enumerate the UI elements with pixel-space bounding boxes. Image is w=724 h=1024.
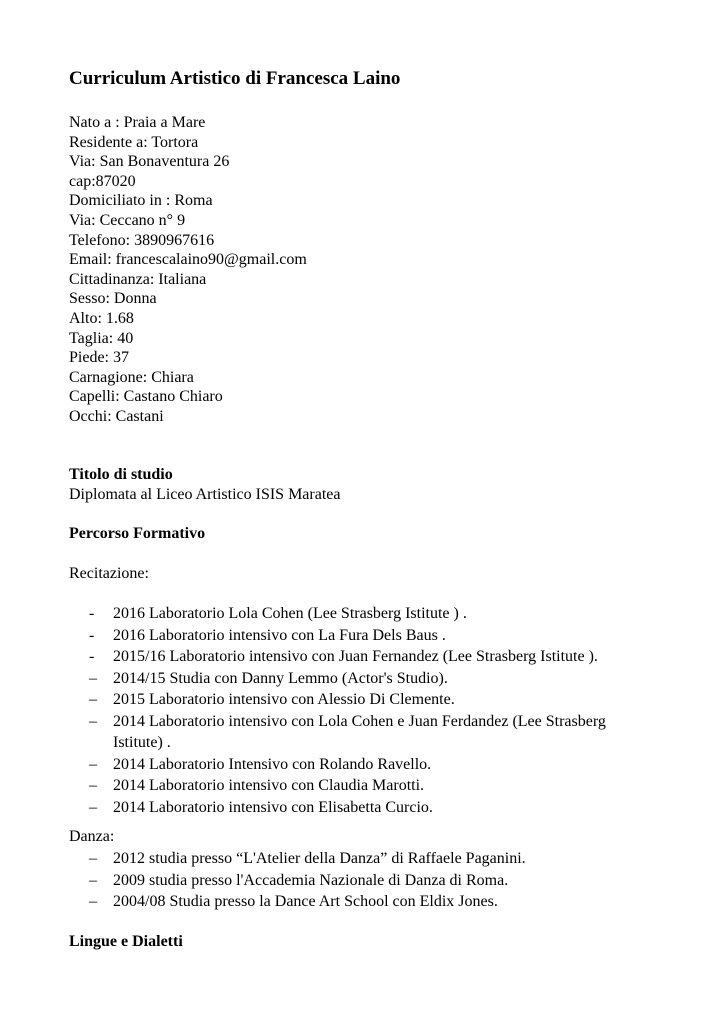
bullet-dash: – — [89, 669, 97, 687]
acting-label: Recitazione: — [69, 565, 149, 582]
bullet-dash: - — [89, 605, 95, 622]
info-phone: Telefono: 3890967616 — [69, 231, 215, 249]
list-item-text: 2014 Laboratorio intensivo con Claudia Marotti. — [113, 777, 425, 794]
info-postal-code: cap:87020 — [69, 172, 136, 190]
list-item-text: 2015/16 Laboratorio intensivo con Juan Fernandez (Lee Strasberg Istitute ). — [113, 648, 598, 665]
list-item — [89, 711, 649, 754]
dance-list — [89, 848, 649, 913]
bullet-dash: – — [89, 755, 97, 773]
list-item-text: 2016 Laboratorio Lola Cohen (Lee Strasberg Istitute ) . — [113, 605, 467, 622]
info-citizenship: Cittadinanza: Italiana — [69, 270, 207, 288]
info-height: Alto: 1.68 — [69, 309, 134, 327]
list-item-text: 2015 Laboratorio intensivo con Alessio Di Clemente. — [113, 691, 455, 708]
info-sex: Sesso: Donna — [69, 290, 157, 308]
bullet-dash: – — [89, 712, 97, 730]
list-item-text: 2009 studia presso l'Accademia Nazionale di Danza di Roma. — [113, 871, 509, 889]
list-item — [89, 625, 649, 647]
info-residence: Residente a: Tortora — [69, 133, 199, 151]
list-item-text: 2012 studia presso “L'Atelier della Danza” di Raffaele Paganini. — [113, 850, 526, 867]
studies-text: Diplomata al Liceo Artistico ISIS Maratea — [69, 486, 341, 503]
list-item — [89, 797, 649, 819]
list-item-text: 2014/15 Studia con Danny Lemmo (Actor's Studio). — [113, 669, 448, 687]
list-item — [89, 668, 649, 690]
info-birthplace: Nato a : Praia a Mare — [69, 114, 206, 131]
list-item — [89, 646, 649, 668]
info-email: Email: francescalaino90@gmail.com — [69, 251, 307, 269]
studies-heading: Titolo di studio — [69, 466, 173, 483]
info-shoe-size: Piede: 37 — [69, 349, 129, 367]
bullet-dash: – — [89, 871, 97, 889]
list-item-text: 2014 Laboratorio intensivo con Elisabetta Curcio. — [113, 798, 433, 816]
list-item-text: 2016 Laboratorio intensivo con La Fura Dels Baus . — [113, 626, 446, 644]
languages-heading: Lingue e Dialetti — [69, 933, 183, 950]
list-item — [89, 689, 649, 711]
info-domicile: Domiciliato in : Roma — [69, 192, 213, 210]
info-domicile-street: Via: Ceccano n° 9 — [69, 211, 186, 229]
bullet-dash: – — [89, 691, 97, 708]
bullet-dash: – — [89, 893, 97, 910]
bullet-dash: - — [89, 648, 95, 665]
bullet-dash: - — [89, 626, 95, 644]
info-hair: Capelli: Castano Chiaro — [69, 388, 223, 406]
list-item — [89, 603, 649, 625]
document-title: Curriculum Artistico di Francesca Laino — [69, 68, 401, 89]
dance-label: Danza: — [69, 828, 115, 845]
list-item — [89, 775, 649, 797]
list-item — [89, 754, 649, 776]
list-item-text: 2014 Laboratorio intensivo con Lola Cohen e Juan Ferdandez (Lee Strasberg Istitute) . — [113, 712, 606, 751]
info-size: Taglia: 40 — [69, 329, 134, 347]
bullet-dash: – — [89, 850, 97, 867]
info-eyes: Occhi: Castani — [69, 407, 164, 425]
info-residence-street: Via: San Bonaventura 26 — [69, 153, 230, 171]
acting-list — [89, 603, 649, 818]
list-item — [89, 891, 649, 913]
bullet-dash: – — [89, 798, 97, 816]
training-heading: Percorso Formativo — [69, 525, 206, 542]
list-item — [89, 848, 649, 870]
info-complexion: Carnagione: Chiara — [69, 368, 194, 386]
list-item — [89, 870, 649, 892]
list-item-text: 2014 Laboratorio Intensivo con Rolando Ravello. — [113, 755, 432, 773]
bullet-dash: – — [89, 777, 97, 794]
list-item-text: 2004/08 Studia presso la Dance Art School con Eldix Jones. — [113, 893, 498, 910]
personal-info-list — [69, 113, 307, 427]
